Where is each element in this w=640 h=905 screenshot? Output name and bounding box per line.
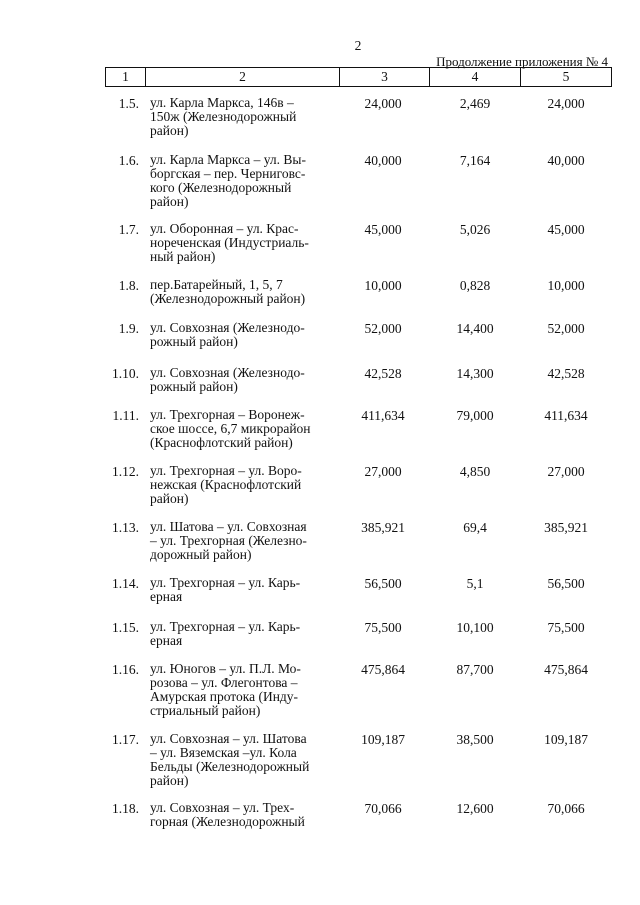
row-col4: 87,700 [456,662,494,677]
row-location: ул. Совхозная (Железнодо- рожный район) [150,365,305,394]
row-col3: 385,921 [361,520,405,535]
row-location: ул. Юногов – ул. П.Л. Мо- розова – ул. Флегонтова – Амурская протока (Инду- стриальный район) [150,661,301,718]
row-location: ул. Трехгорная – ул. Карь- ерная [150,575,301,604]
row-col4: 69,4 [463,520,487,535]
row-number: 1.6. [118,153,139,168]
row-number: 1.12. [112,464,139,479]
row-location: ул. Совхозная (Железнодо- рожный район) [150,320,305,349]
row-col4: 5,026 [459,222,491,237]
row-col3: 45,000 [364,222,402,237]
row-number: 1.5. [118,96,139,111]
row-number: 1.17. [112,732,139,747]
row-col5: 56,500 [547,576,585,591]
row-col5: 475,864 [544,662,588,677]
row-col3: 40,000 [364,153,402,168]
row-number: 1.10. [112,366,139,381]
row-location: ул. Трехгорная – Воронеж- ское шоссе, 6,7 микрорайон (Краснофлотский район) [150,407,311,450]
column-header-5: 5 [521,68,612,87]
row-col4: 14,400 [456,321,494,336]
column-header-1: 1 [106,68,146,87]
row-col5: 75,500 [547,620,585,635]
continuation-caption: Продолжение приложения № 4 [436,54,608,69]
row-col3: 42,528 [364,366,402,381]
row-col4: 2,469 [459,96,491,111]
row-col3: 109,187 [361,732,405,747]
row-col5: 385,921 [544,520,588,535]
row-col3: 475,864 [361,662,405,677]
row-number: 1.16. [112,662,139,677]
row-location: ул. Трехгорная – ул. Воро- нежская (Краснофлотский район) [150,463,302,506]
row-col5: 52,000 [547,321,585,336]
row-col4: 12,600 [456,801,494,816]
column-header-2: 2 [146,68,340,87]
row-col3: 24,000 [364,96,402,111]
column-header-table [105,67,612,87]
column-header-3: 3 [340,68,430,87]
row-location: ул. Карла Маркса – ул. Вы- боргская – пер. Черниговс- кого (Железнодорожный район) [150,152,306,209]
row-number: 1.11. [112,408,139,423]
row-number: 1.9. [118,321,139,336]
page-number: 2 [354,38,362,53]
column-header-4: 4 [430,68,521,87]
row-number: 1.15. [112,620,139,635]
row-col4: 5,1 [466,576,484,591]
row-col5: 42,528 [547,366,585,381]
row-number: 1.14. [112,576,139,591]
row-location: пер.Батарейный, 1, 5, 7 (Железнодорожный район) [150,277,306,306]
row-location: ул. Оборонная – ул. Крас- нореченская (Индустриаль- ный район) [150,221,309,264]
row-col3: 411,634 [361,408,405,423]
row-location: ул. Совхозная – ул. Трех- горная (Железнодорожный [150,800,305,829]
row-col3: 10,000 [364,278,402,293]
row-col5: 109,187 [544,732,588,747]
row-col4: 79,000 [456,408,494,423]
row-number: 1.7. [118,222,139,237]
row-col3: 75,500 [364,620,402,635]
row-col4: 38,500 [456,732,494,747]
row-col5: 10,000 [547,278,585,293]
row-col3: 56,500 [364,576,402,591]
row-location: ул. Совхозная – ул. Шатова – ул. Вяземская –ул. Кола Бельды (Железнодорожный район) [150,731,310,788]
row-col3: 27,000 [364,464,402,479]
row-col5: 24,000 [547,96,585,111]
row-location: ул. Трехгорная – ул. Карь- ерная [150,619,301,648]
row-col3: 70,066 [364,801,402,816]
row-col5: 411,634 [544,408,588,423]
row-number: 1.8. [118,278,139,293]
row-location: ул. Шатова – ул. Совхозная – ул. Трехгорная (Железно- дорожный район) [150,519,307,562]
row-col4: 4,850 [459,464,491,479]
row-col5: 40,000 [547,153,585,168]
row-col4: 0,828 [459,278,491,293]
row-col4: 10,100 [456,620,494,635]
row-number: 1.18. [112,801,139,816]
row-col5: 70,066 [547,801,585,816]
column-header-row [106,68,612,87]
row-number: 1.13. [112,520,139,535]
row-col4: 14,300 [456,366,494,381]
row-location: ул. Карла Маркса, 146в – 150ж (Железнодорожный район) [150,95,297,138]
row-col3: 52,000 [364,321,402,336]
row-col5: 45,000 [547,222,585,237]
row-col5: 27,000 [547,464,585,479]
row-col4: 7,164 [459,153,491,168]
